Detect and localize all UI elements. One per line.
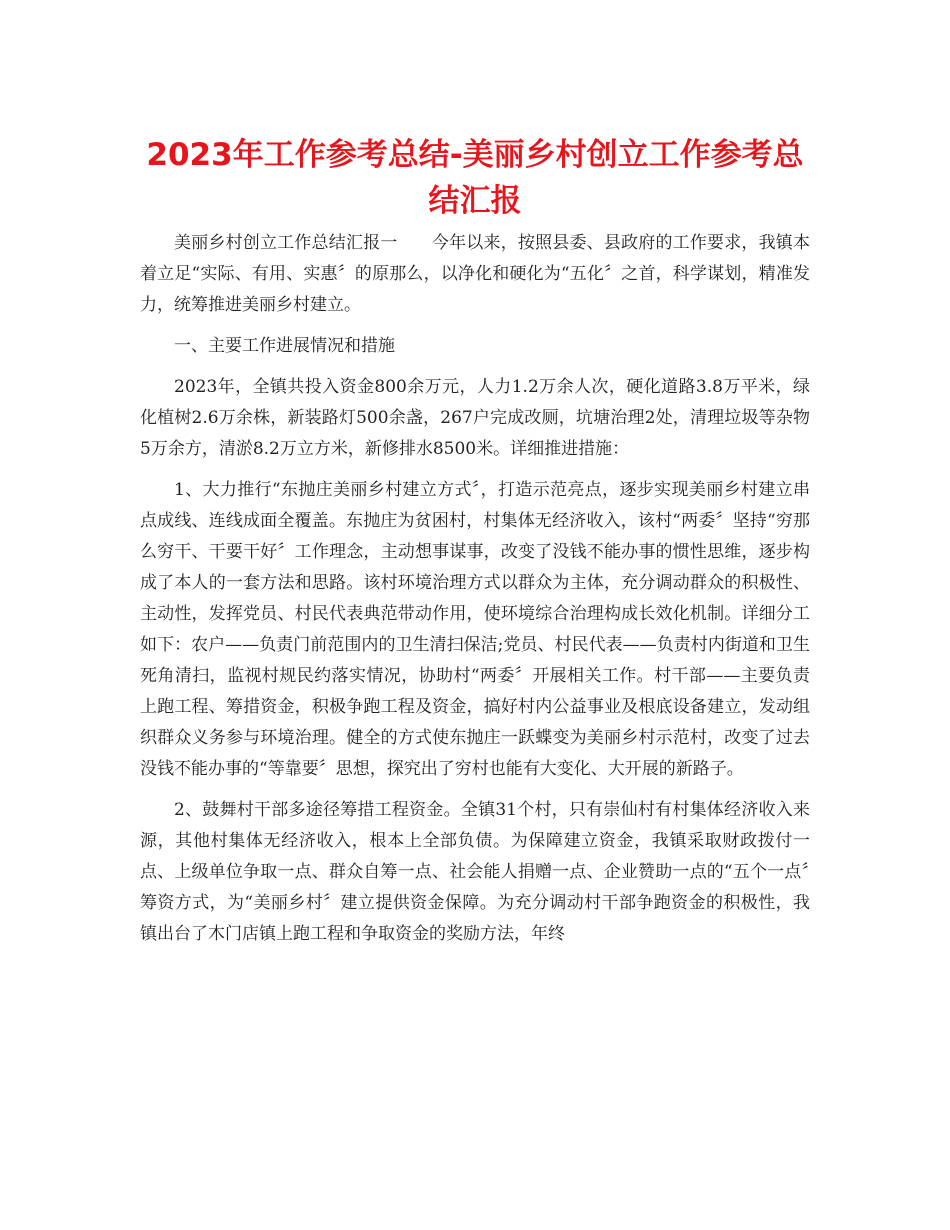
- paragraph-measure-1: 1、大力推行“东抛庄美丽乡村建立方式〞，打造示范亮点，逐步实现美丽乡村建立串点成线、连线成面全覆盖。东抛庄为贫困村，村集体无经济收入，该村“两委〞坚持“穷那么穷干、干要干好〞工作理念，主动想事谋事，改变了没钱不能办事的惯性思维，逐步构成了本人的一套方法和思路。该村环境治理方式以群众为主体，充分调动群众的积极性、主动性，发挥党员、村民代表典范带动作用，使环境综合治理构成长效化机制。详细分工如下：农户——负责门前范围内的卫生清扫保洁;党员、村民代表——负责村内街道和卫生死角清扫，监视村规民约落实情况，协助村“两委〞开展相关工作。村干部——主要负责上跑工程、筹措资金，积极争跑工程及资金，搞好村内公益事业及根底设备建立，发动组织群众义务参与环境治理。健全的方式使东抛庄一跃蝶变为美丽乡村示范村，改变了过去没钱不能办事的“等靠要〞思想，探究出了穷村也能有大变化、大开展的新路子。: [140, 480, 810, 779]
- section-heading: 一、主要工作进展情况和措施: [174, 336, 395, 356]
- paragraph-statistics: 2023年，全镇共投入资金800余万元，人力1.2万余人次，硬化道路3.8万平米，绿化植树2.6万余株，新装路灯500余盏，267户完成改厕，坑塘治理2处，清理垃圾等杂物5万余方，清淤8.2万立方米，新修排水8500米。详细推进措施：: [140, 377, 810, 459]
- paragraph-intro: 美丽乡村创立工作总结汇报一 今年以来，按照县委、县政府的工作要求，我镇本着立足“实际、有用、实惠〞的原那么，以净化和硬化为“五化〞之首，科学谋划，精准发力，统筹推进美丽乡村建立。: [140, 233, 810, 315]
- paragraph-measure-2: 2、鼓舞村干部多途径筹措工程资金。全镇31个村，只有崇仙村有村集体经济收入来源，其他村集体无经济收入，根本上全部负债。为保障建立资金，我镇采取财政拨付一点、上级单位争取一点、群众自筹一点、社会能人捐赠一点、企业赞助一点的“五个一点〞筹资方式，为“美丽乡村〞建立提供资金保障。为充分调动村干部争跑资金的积极性，我镇出台了木门店镇上跑工程和争取资金的奖励方法，年终: [140, 800, 810, 944]
- document-body: [140, 228, 810, 950]
- document-title: 2023年工作参考总结-美丽乡村创立工作参考总结汇报: [146, 137, 804, 219]
